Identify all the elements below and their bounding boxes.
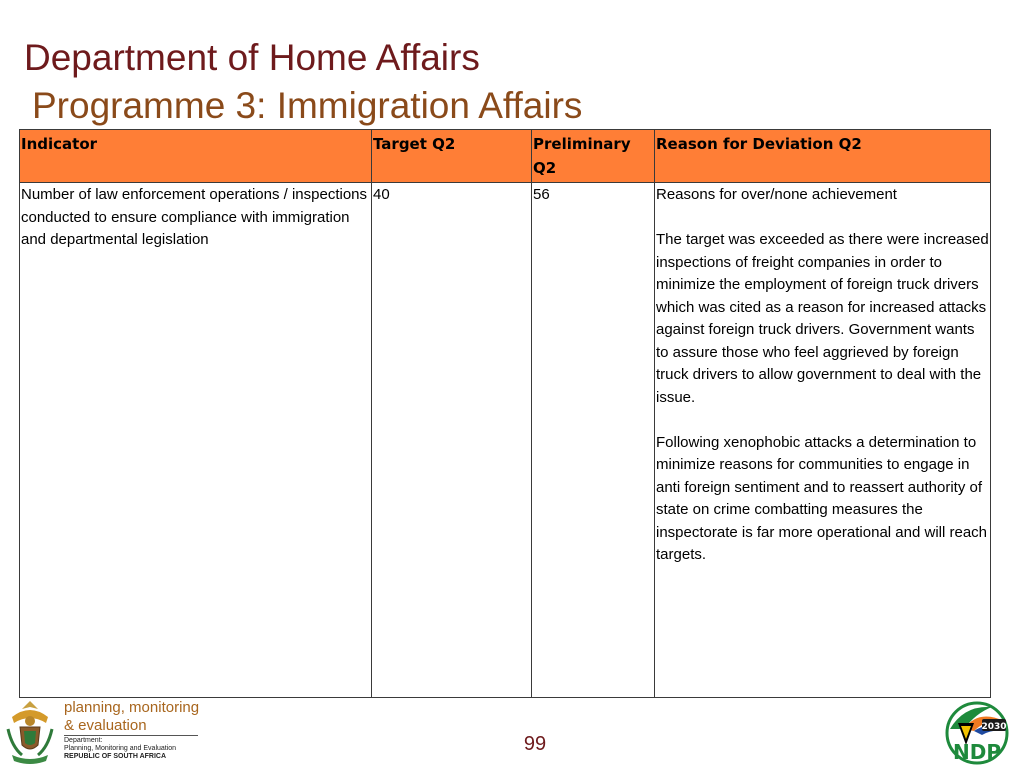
- coat-of-arms-icon: [2, 699, 58, 765]
- cell-preliminary: 56: [532, 183, 655, 698]
- ndp-2030-logo: [944, 699, 1010, 765]
- cell-reason: [655, 183, 991, 698]
- table-header-row: [20, 130, 991, 183]
- pme-wordmark: planning, monitoring & evaluation: [64, 699, 200, 734]
- page-subtitle: Programme 3: Immigration Affairs: [32, 85, 583, 126]
- ndp-text: NDP: [953, 740, 1001, 764]
- dpme-logo: [2, 699, 202, 765]
- ndp-year: 2030: [981, 722, 1007, 732]
- logo-divider: [64, 735, 198, 736]
- header-preliminary-q2: Preliminary Q2: [532, 130, 655, 183]
- header-reason-for-deviation: Reason for Deviation Q2: [655, 130, 991, 183]
- header-indicator: Indicator: [20, 130, 372, 183]
- header-target-q2: Target Q2: [372, 130, 532, 183]
- page-title: Department of Home Affairs: [24, 37, 480, 78]
- reason-paragraph-2: Following xenophobic attacks a determination to minimize reasons for communities to engage in anti foreign sentiment and to reassert authority of state on crime combatting measures the inspectorate is far more operational and will reach targets.: [656, 433, 988, 563]
- table-row: [20, 183, 991, 698]
- cell-target: 40: [372, 183, 532, 698]
- indicator-table: [19, 129, 991, 698]
- department-name: Department: Planning, Monitoring and Evaluation REPUBLIC OF SOUTH AFRICA: [64, 737, 177, 760]
- reason-paragraph-1: The target was exceeded as there were increased inspections of freight companies in order to minimize the employment of foreign truck drivers which was cited as a reason for increased attacks against foreign truck drivers. Government wants to assure those who feel aggrieved by foreign truck drivers to allow government to deal with the issue.: [656, 231, 989, 406]
- cell-indicator: Number of law enforcement operations / inspections conducted to ensure compliance with immigration and departmental legislation: [20, 183, 372, 698]
- reason-heading: Reasons for over/none achievement: [656, 186, 897, 203]
- page-number: 99: [523, 733, 547, 755]
